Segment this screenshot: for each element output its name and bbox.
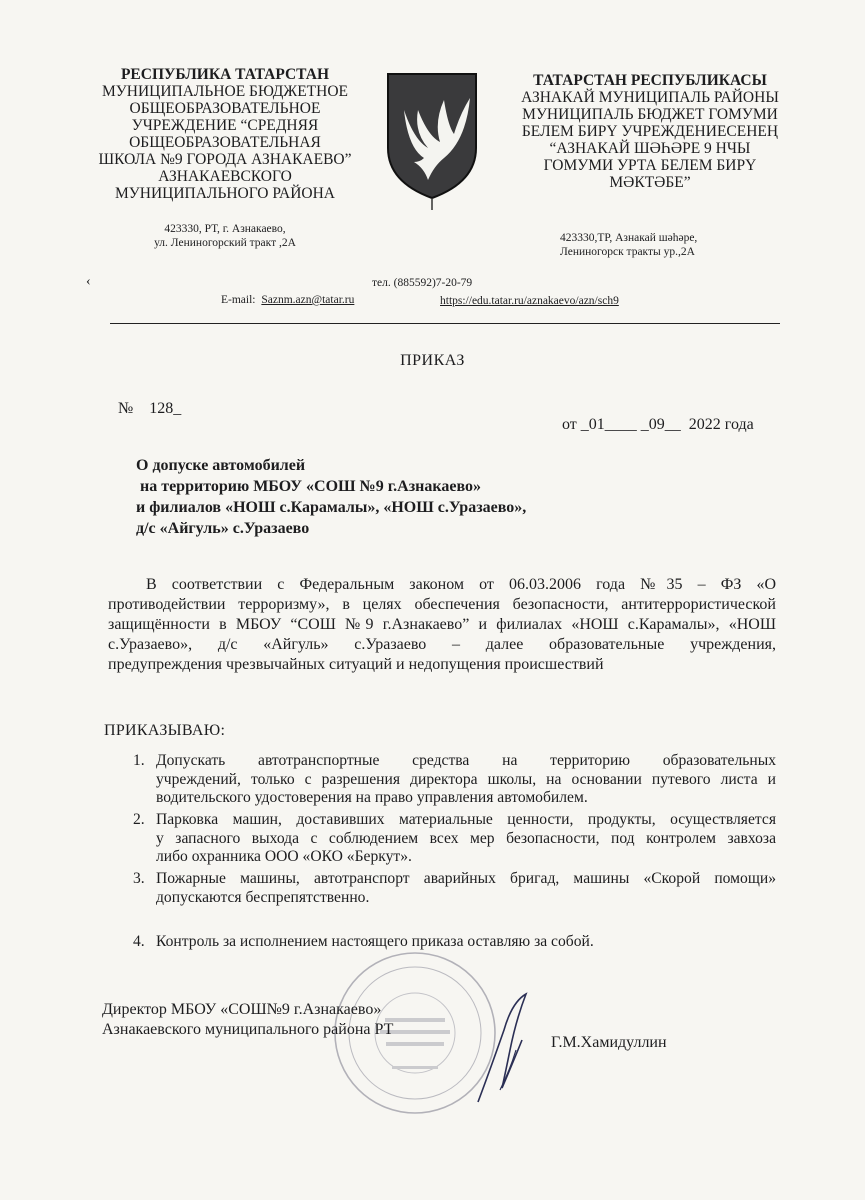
header-right-address (500, 231, 800, 259)
phone-text: тел. (885592)7-20-79 (372, 277, 473, 289)
order-word: ПРИКАЗЫВАЮ: (104, 722, 226, 739)
item-line: Допускать автотранспортные средства на территорию образовательных (156, 752, 776, 769)
header-left-block (70, 66, 380, 250)
header-right-line: “АЗНАКАЙ ШӘҺӘРЕ 9 НЧЫ (549, 140, 751, 157)
website-link[interactable]: https://edu.tatar.ru/aznakaevo/azn/sch9 (440, 295, 619, 307)
item-number: 4. (133, 933, 145, 950)
header-right-block (500, 72, 800, 259)
email-link[interactable]: Saznm.azn@tatar.ru (261, 294, 355, 306)
item-number: 3. (133, 870, 145, 887)
header-right-line: АЗНАКАЙ МУНИЦИПАЛЬ РАЙОНЫ (521, 89, 779, 106)
header-right-line: ГОМУМИ УРТА БЕЛЕМ БИРҮ (543, 157, 757, 174)
preamble-line: с.Уразаево», д/с «Айгуль» с.Уразаево – далее образовательные учреждения, (108, 636, 776, 653)
preamble-line: В соответствии с Федеральным законом от 06.03.2006 года №35 – ФЗ «О (146, 576, 776, 593)
preamble-line: противодействии терроризму», в целях обеспечения безопасности, антитеррористической (108, 596, 776, 613)
signatory-name: Г.М.Хамидуллин (551, 1034, 667, 1051)
header-right-line: МУНИЦИПАЛЬ БЮДЖЕТ ГОМУМИ (522, 106, 778, 123)
item-number: 1. (133, 752, 145, 769)
address-line: ул. Лениногорский тракт ,2А (154, 237, 296, 249)
header-left-line: ШКОЛА №9 ГОРОДА АЗНАКАЕВО” (98, 151, 352, 168)
item-text (156, 811, 776, 867)
header-left-line: ОБЩЕОБРАЗОВАТЕЛЬНОЕ (129, 100, 321, 117)
preamble-line: предупреждения чрезвычайных ситуаций и недопущения происшествий (108, 656, 604, 673)
item-line: допускаются беспрепятственно. (156, 888, 370, 906)
header-right-line: МӘКТӘБЕ” (609, 174, 691, 191)
document-title: ПРИКАЗ (400, 352, 465, 369)
item-line: Пожарные машины, автотранспорт аварийных бригад, машины «Скорой помощи» (156, 870, 776, 887)
margin-mark: ‹ (86, 274, 91, 289)
signatory-line: Азнакаевского муниципального района РТ (102, 1021, 394, 1038)
subject-line: на территорию МБОУ «СОШ №9 г.Азнакаево» (136, 478, 481, 495)
item-text (156, 752, 776, 808)
item-line: Контроль за исполнением настоящего приказа оставляю за собой. (156, 933, 594, 950)
subject-line: и филиалов «НОШ с.Карамалы», «НОШ с.Уразаево», (136, 499, 527, 516)
header-left-line: МУНИЦИПАЛЬНОГО РАЙОНА (115, 185, 335, 202)
item-line: Парковка машин, доставивших материальные ценности, продукты, осуществляется (156, 811, 776, 828)
order-date: от _01____ _09__ 2022 года (562, 416, 754, 433)
signatory-line: Директор МБОУ «СОШ№9 г.Азнакаево» (102, 1001, 382, 1018)
handwritten-signature (470, 990, 540, 1110)
signatory-block (102, 1000, 393, 1040)
preamble-paragraph (108, 575, 776, 675)
header-left-address (70, 222, 380, 250)
header-right-line: ТАТАРСТАН РЕСПУБЛИКАСЫ (533, 72, 767, 89)
header-left-line: АЗНАКАЕВСКОГО (158, 168, 292, 185)
header-right-line: БЕЛЕМ БИРҮ УЧРЕЖДЕНИЕСЕНЕҢ (521, 123, 779, 140)
order-number: № 128_ (118, 400, 182, 417)
header-left-line: МУНИЦИПАЛЬНОЕ БЮДЖЕТНОЕ (102, 83, 348, 100)
email-row (221, 293, 354, 307)
order-item (133, 870, 783, 910)
header-left-line: ОБЩЕОБРАЗОВАТЕЛЬНАЯ (129, 134, 321, 151)
email-label: E-mail: (221, 294, 256, 306)
order-subject (136, 455, 526, 539)
bird-emblem-icon (384, 70, 480, 210)
order-item (133, 811, 783, 871)
item-line: учреждений, только с разрешения директора школы, на основании путевого листа и (156, 770, 776, 788)
header-left-line: РЕСПУБЛИКА ТАТАРСТАН (120, 66, 330, 83)
preamble-line: защищённости в МБОУ “СОШ №9 г.Азнакаево” и филиалах «НОШ с.Карамалы», «НОШ (108, 616, 776, 633)
address-line: 423330, РТ, г. Азнакаево, (164, 223, 286, 235)
header-divider (110, 323, 780, 324)
address-line: Лениногорск тракты ур.,2А (560, 246, 695, 258)
order-item (133, 752, 783, 812)
header-left-line: УЧРЕЖДЕНИЕ “СРЕДНЯЯ (131, 117, 319, 134)
item-line: либо охранника ООО «ОКО «Беркут». (156, 848, 412, 865)
subject-line: О допуске автомобилей (136, 457, 306, 474)
item-line: у запасного выхода с соблюдением всех мер безопасности, под контролем завхоза (156, 829, 776, 847)
item-number: 2. (133, 811, 145, 828)
address-line: 423330,ТР, Азнакай шәһәре, (560, 232, 698, 244)
subject-line: д/с «Айгуль» с.Уразаево (136, 520, 310, 537)
item-line: водительского удостоверения на право управления автомобилем. (156, 789, 588, 806)
item-text (156, 870, 776, 907)
